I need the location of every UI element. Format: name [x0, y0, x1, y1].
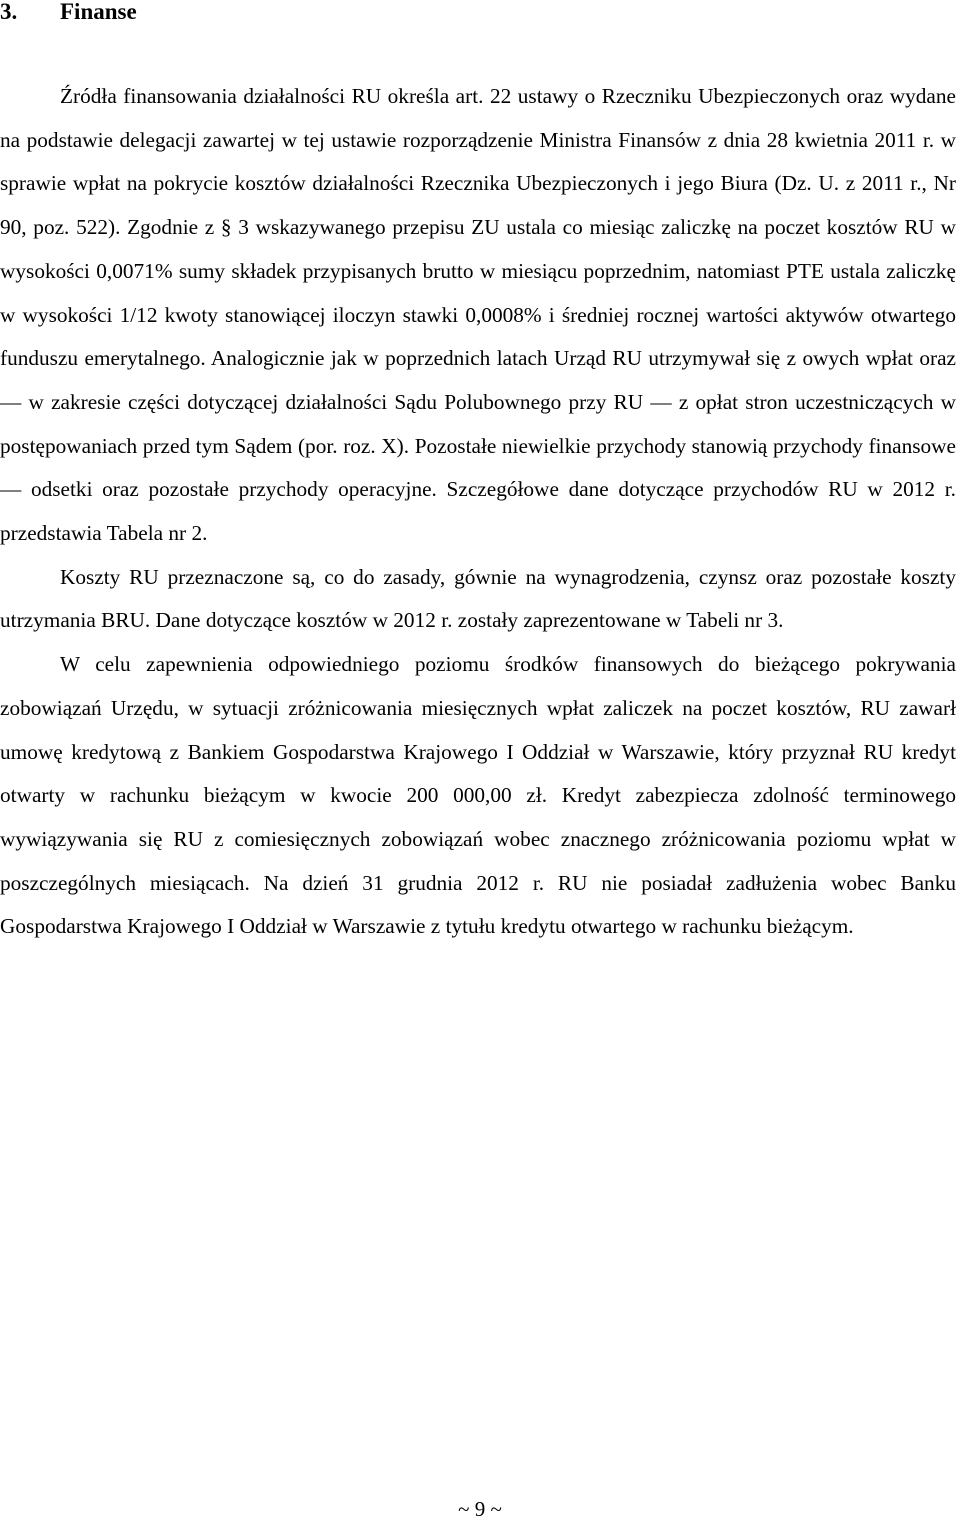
section-title: Finanse [60, 0, 137, 24]
page-number: ~ 9 ~ [458, 1497, 502, 1521]
paragraph-funding-sources: Źródła finansowania działalności RU określa art. 22 ustawy o Rzeczniku Ubezpieczonych oraz wydane na podstawie delegacji zawartej w tej ustawie rozporządzenie Ministra Finansów z dnia 28 kwietnia 2011 r. w sprawie wpłat na pokrycie kosztów działalności Rzecznika Ubezpieczonych i jego Biura (Dz. U. z 2011 r., Nr 90, poz. 522). Zgodnie z § 3 wskazywanego przepisu ZU ustala co miesiąc zaliczkę na poczet kosztów RU w wysokości 0,0071% sumy składek przypisanych brutto w miesiącu poprzednim, natomiast PTE ustala zaliczkę w wysokości 1/12 kwoty stanowiącej iloczyn stawki 0,0008% i średniej rocznej wartości aktywów otwartego funduszu emerytalnego. Analogicznie jak w poprzednich latach Urząd RU utrzymywał się z owych wpłat oraz — w zakresie części dotyczącej działalności Sądu Polubownego przy RU — z opłat stron uczestniczących w postępowaniach przed tym Sądem (por. roz. X). Pozostałe niewielkie przychody stanowią przychody finansowe — odsetki oraz pozostałe przychody operacyjne. Szczegółowe dane dotyczące przychodów RU w 2012 r. przedstawia Tabela nr 2. [0, 84, 956, 546]
section-heading [0, 0, 137, 27]
paragraph-costs: Koszty RU przeznaczone są, co do zasady, gównie na wynagrodzenia, czynsz oraz pozostałe koszty utrzymania BRU. Dane dotyczące kosztów w 2012 r. zostały zaprezentowane w Tabeli nr 3. [0, 564, 956, 633]
section-number: 3. [0, 0, 18, 24]
paragraph-credit: W celu zapewnienia odpowiedniego poziomu środków finansowych do bieżącego pokrywania zobowiązań Urzędu, w sytuacji zróżnicowania miesięcznych wpłat zaliczek na poczet kosztów, RU zawarł umowę kredytową z Bankiem Gospodarstwa Krajowego I Oddział w Warszawie, który przyznał RU kredyt otwarty w rachunku bieżącym w kwocie 200 000,00 zł. Kredyt zabezpiecza zdolność terminowego wywiązywania się RU z comiesięcznych zobowiązań wobec znacznego zróżnicowania poziomu wpłat w poszczególnych miesiącach. Na dzień 31 grudnia 2012 r. RU nie posiadał zadłużenia wobec Banku Gospodarstwa Krajowego I Oddział w Warszawie z tytułu kredytu otwartego w rachunku bieżącym. [0, 652, 956, 939]
body-text [0, 75, 956, 949]
